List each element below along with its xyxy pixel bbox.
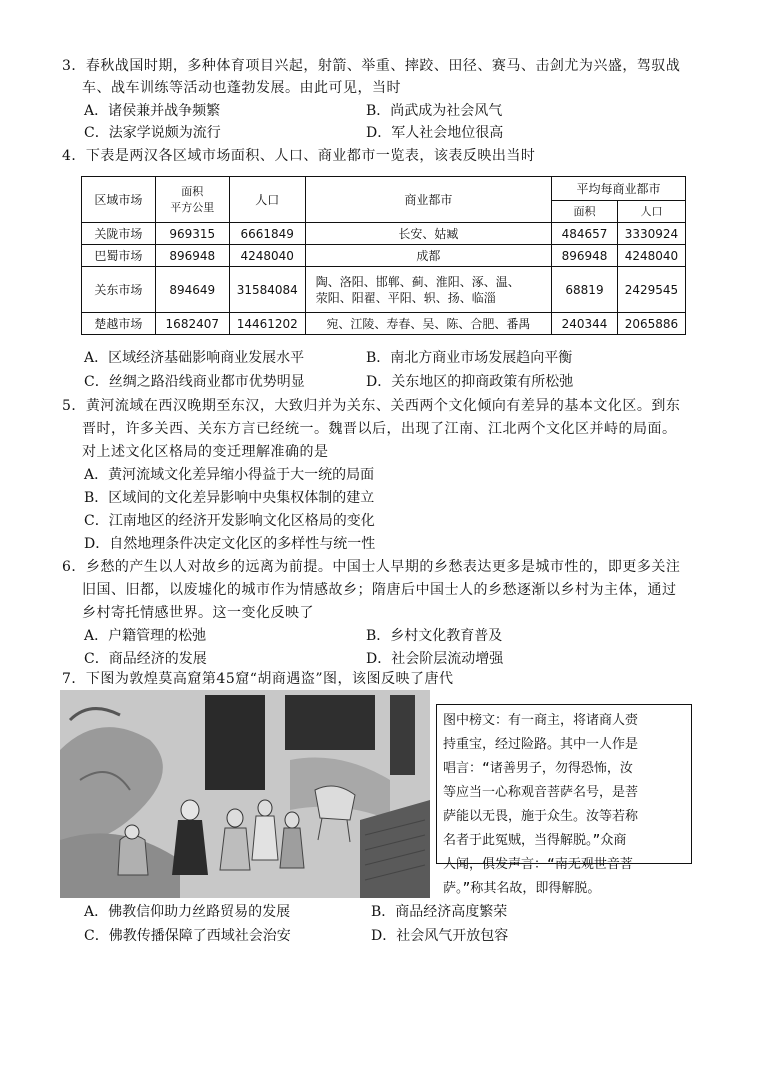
q6-option-b: B．乡村文化教育普及 — [366, 628, 503, 644]
q4-option-b: B．南北方商业市场发展趋向平衡 — [366, 350, 573, 366]
header-population: 人口 — [229, 177, 305, 223]
q4-option-a: A．区域经济基础影响商业发展水平 — [84, 350, 305, 366]
q6-option-a: A．户籍管理的松弛 — [84, 628, 207, 644]
row-cities: 成都 — [305, 245, 551, 267]
q3-stem-line1: 3．春秋战国时期，多种体育项目兴起，射箭、举重、摔跤、田径、赛马、击剑尤为兴盛，驾驭战 — [62, 58, 681, 74]
header-area-top: 面积 — [181, 184, 204, 198]
row-pop: 4248040 — [229, 245, 305, 267]
mural-image — [60, 690, 430, 898]
row-region: 关陇市场 — [82, 223, 156, 245]
q5-stem-line3: 对上述文化区格局的变迁理解准确的是 — [82, 444, 329, 460]
table-row — [82, 267, 686, 313]
q4-option-c: C．丝绸之路沿线商业都市优势明显 — [84, 374, 305, 390]
inscription-line: 萨。”称其名故，即得解脱。 — [443, 881, 601, 896]
row-avg-area: 240344 — [552, 313, 618, 335]
q3-option-b: B．尚武成为社会风气 — [366, 103, 503, 119]
row-avg-pop: 4248040 — [617, 245, 685, 267]
row-area: 1682407 — [155, 313, 229, 335]
q5-stem-line1: 5．黄河流域在西汉晚期至东汉，大致归并为关东、关西两个文化倾向有差异的基本文化区。到东 — [62, 398, 681, 414]
header-area — [155, 177, 229, 223]
row-avg-area: 484657 — [552, 223, 618, 245]
row-cities: 宛、江陵、寿春、吴、陈、合肥、番禺 — [305, 313, 551, 335]
row-avg-area: 68819 — [552, 267, 618, 313]
inscription-line: 持重宝，经过险路。其中一人作是 — [443, 737, 639, 752]
inscription-line: 图中榜文：有一商主，将诸商人赍 — [443, 713, 639, 728]
mural-illustration — [60, 690, 430, 898]
q7-option-d: D．社会风气开放包容 — [371, 928, 509, 944]
q5-option-d: D．自然地理条件决定文化区的多样性与统一性 — [84, 536, 376, 552]
row-pop: 14461202 — [229, 313, 305, 335]
row-region: 楚越市场 — [82, 313, 156, 335]
q6-stem-line2: 旧国、旧都，以废墟化的城市作为情感故乡；隋唐后中国士人的乡愁逐渐以乡村为主体，通过 — [82, 582, 677, 598]
row-area: 969315 — [155, 223, 229, 245]
header-cities: 商业都市 — [305, 177, 551, 223]
inscription-box — [436, 704, 692, 896]
row-avg-pop: 3330924 — [617, 223, 685, 245]
q5-option-c: C．江南地区的经济开发影响文化区格局的变化 — [84, 513, 375, 529]
row-pop: 6661849 — [229, 223, 305, 245]
row-area: 896948 — [155, 245, 229, 267]
header-average: 平均每商业都市 — [552, 177, 686, 201]
q3-option-d: D．军人社会地位很高 — [366, 125, 504, 141]
q6-stem-line1: 6．乡愁的产生以人对故乡的远离为前提。中国士人早期的乡愁表达更多是城市性的，即更多关注 — [62, 559, 681, 575]
table-row — [82, 313, 686, 335]
row-cities — [305, 267, 551, 313]
row-region: 巴蜀市场 — [82, 245, 156, 267]
inscription-line: 名者于此冤贼，当得解脱。”众商 — [443, 833, 627, 848]
row-avg-pop: 2429545 — [617, 267, 685, 313]
header-avg-area: 面积 — [552, 201, 618, 223]
header-avg-pop: 人口 — [617, 201, 685, 223]
q6-option-d: D．社会阶层流动增强 — [366, 651, 504, 667]
q7-stem: 7．下图为敦煌莫高窟第45窟“胡商遇盗”图，该图反映了唐代 — [62, 671, 454, 687]
table-row — [82, 245, 686, 267]
market-table — [81, 176, 686, 335]
q5-option-b: B．区域间的文化差异影响中央集权体制的建立 — [84, 490, 375, 506]
header-area-unit: 平方公里 — [170, 200, 215, 214]
row-cities-line2: 荥阳、阳翟、平阳、轵、扬、临淄 — [315, 290, 496, 305]
row-avg-area: 896948 — [552, 245, 618, 267]
q7-option-b: B．商品经济高度繁荣 — [371, 904, 508, 920]
q6-option-c: C．商品经济的发展 — [84, 651, 207, 667]
q6-stem-line3: 乡村寄托情感世界。这一变化反映了 — [82, 605, 314, 621]
q4-stem: 4．下表是两汉各区域市场面积、人口、商业都市一览表，该表反映出当时 — [62, 148, 536, 164]
q3-option-a: A．诸侯兼并战争频繁 — [84, 103, 221, 119]
q5-stem-line2: 晋时，许多关西、关东方言已经统一。魏晋以后，出现了江南、江北两个文化区并峙的局面。 — [82, 421, 677, 437]
inscription-line: 萨能以无畏，施于众生。汝等若称 — [443, 809, 639, 824]
q4-option-d: D．关东地区的抑商政策有所松弛 — [366, 374, 574, 390]
q3-stem-line2: 车、战车训练等活动也蓬勃发展。由此可见，当时 — [82, 80, 401, 96]
table-row — [82, 223, 686, 245]
q7-option-c: C．佛教传播保障了西域社会治安 — [84, 928, 291, 944]
q7-option-a: A．佛教信仰助力丝路贸易的发展 — [84, 904, 291, 920]
inscription-line: 等应当一心称观音菩萨名号，是菩 — [443, 785, 639, 800]
row-region: 关东市场 — [82, 267, 156, 313]
header-region: 区域市场 — [82, 177, 156, 223]
inscription-line: 唱言：“诸善男子，勿得恐怖，汝 — [443, 761, 633, 776]
row-cities-line1: 陶、洛阳、邯郸、蓟、淮阳、涿、温、 — [315, 274, 520, 289]
row-area: 894649 — [155, 267, 229, 313]
row-pop: 31584084 — [229, 267, 305, 313]
row-avg-pop: 2065886 — [617, 313, 685, 335]
q5-option-a: A．黄河流域文化差异缩小得益于大一统的局面 — [84, 467, 375, 483]
row-cities: 长安、姑臧 — [305, 223, 551, 245]
inscription-line: 人闻，俱发声言：“南无观世音菩 — [443, 857, 633, 872]
q3-option-c: C．法家学说颇为流行 — [84, 125, 221, 141]
